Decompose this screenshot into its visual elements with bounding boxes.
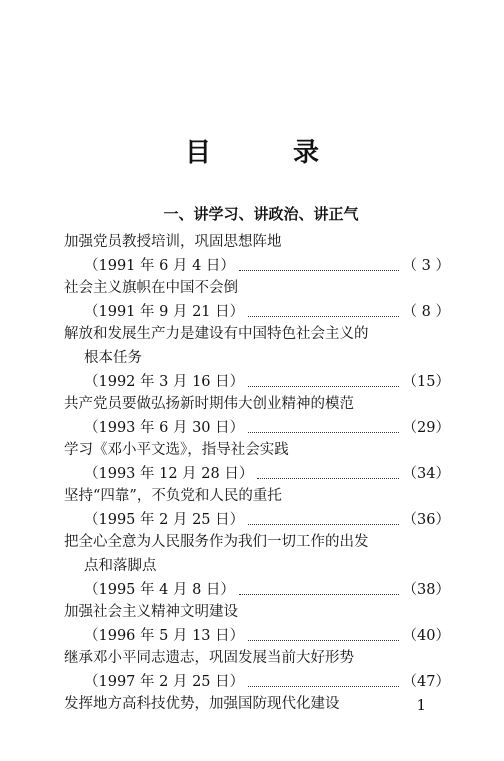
toc-entry-date: （1991 年 9 月 21 日） [84, 304, 245, 320]
toc-entry-title: 加强社会主义精神文明建设 [64, 604, 238, 620]
toc-entry-date: （1993 年 12 月 28 日） [84, 466, 254, 482]
toc-entry-page: （40） [402, 628, 450, 644]
leader-dots [248, 424, 398, 433]
toc-entry-date-line [84, 579, 450, 601]
leader-dots [248, 516, 398, 525]
toc-entry-date-line [84, 255, 450, 277]
toc-entry-title: 把全心全意为人民服务作为我们一切工作的出发 [64, 534, 369, 550]
toc-entry-title-cont: 点和落脚点 [84, 558, 157, 574]
toc-entry-title: 发挥地方高科技优势，加强国防现代化建设 [64, 696, 340, 712]
toc-entry-date-line [84, 371, 450, 393]
toc-entry-page: （29） [402, 420, 450, 436]
toc-entry-title: 解放和发展生产力是建设有中国特色社会主义的 [64, 326, 369, 342]
section-heading: 一、讲学习、讲政治、讲正气 [163, 205, 359, 223]
toc-entry-date-line [84, 625, 450, 647]
toc-entry-title: 继承邓小平同志遗志，巩固发展当前大好形势 [64, 650, 354, 666]
leader-dots [248, 678, 398, 687]
page-number: 1 [416, 696, 426, 714]
toc-entry-title: 共产党员要做弘扬新时期伟大创业精神的模范 [64, 396, 354, 412]
page-title: 目 录 [184, 138, 347, 168]
toc-entry-page: （34） [402, 466, 450, 482]
leader-dots [248, 632, 398, 641]
toc-entry-date: （1993 年 6 月 30 日） [84, 420, 245, 436]
leader-dots [239, 586, 399, 595]
toc-entry-date: （1995 年 2 月 25 日） [84, 512, 245, 528]
toc-entry-date-line [84, 301, 450, 323]
toc-entry-date-line [84, 671, 450, 693]
toc-entry-title-cont: 根本任务 [84, 350, 142, 366]
toc-entry-page: （ 3 ） [402, 258, 450, 274]
toc-entry-date: （1992 年 3 月 16 日） [84, 374, 245, 390]
toc-entry-page: （38） [402, 582, 450, 598]
leader-dots [248, 308, 398, 317]
leader-dots [248, 378, 398, 387]
toc-entry-date-line [84, 417, 450, 439]
toc-entry-date: （1991 年 6 月 4 日） [84, 258, 235, 274]
toc-entry-page: （ 8 ） [402, 304, 450, 320]
toc-entry-date: （1995 年 4 月 8 日） [84, 582, 235, 598]
toc-entry-page: （47） [402, 674, 450, 690]
toc-entry-page: （15） [402, 374, 450, 390]
toc-entry-date: （1997 年 2 月 25 日） [84, 674, 245, 690]
toc-entry-date: （1996 年 5 月 13 日） [84, 628, 245, 644]
toc-entry-title: 学习《邓小平文选》，指导社会实践 [64, 442, 289, 458]
toc-entry-date-line [84, 463, 450, 485]
toc-entry-title: 坚持“四靠”，不负党和人民的重托 [64, 488, 282, 504]
leader-dots [239, 262, 399, 271]
toc-entry-date-line [84, 509, 450, 531]
leader-dots [257, 470, 398, 479]
toc-entry-title: 社会主义旗帜在中国不会倒 [64, 280, 238, 296]
toc-entry-page: （36） [402, 512, 450, 528]
toc-entry-title: 加强党员教授培训，巩固思想阵地 [64, 234, 282, 250]
